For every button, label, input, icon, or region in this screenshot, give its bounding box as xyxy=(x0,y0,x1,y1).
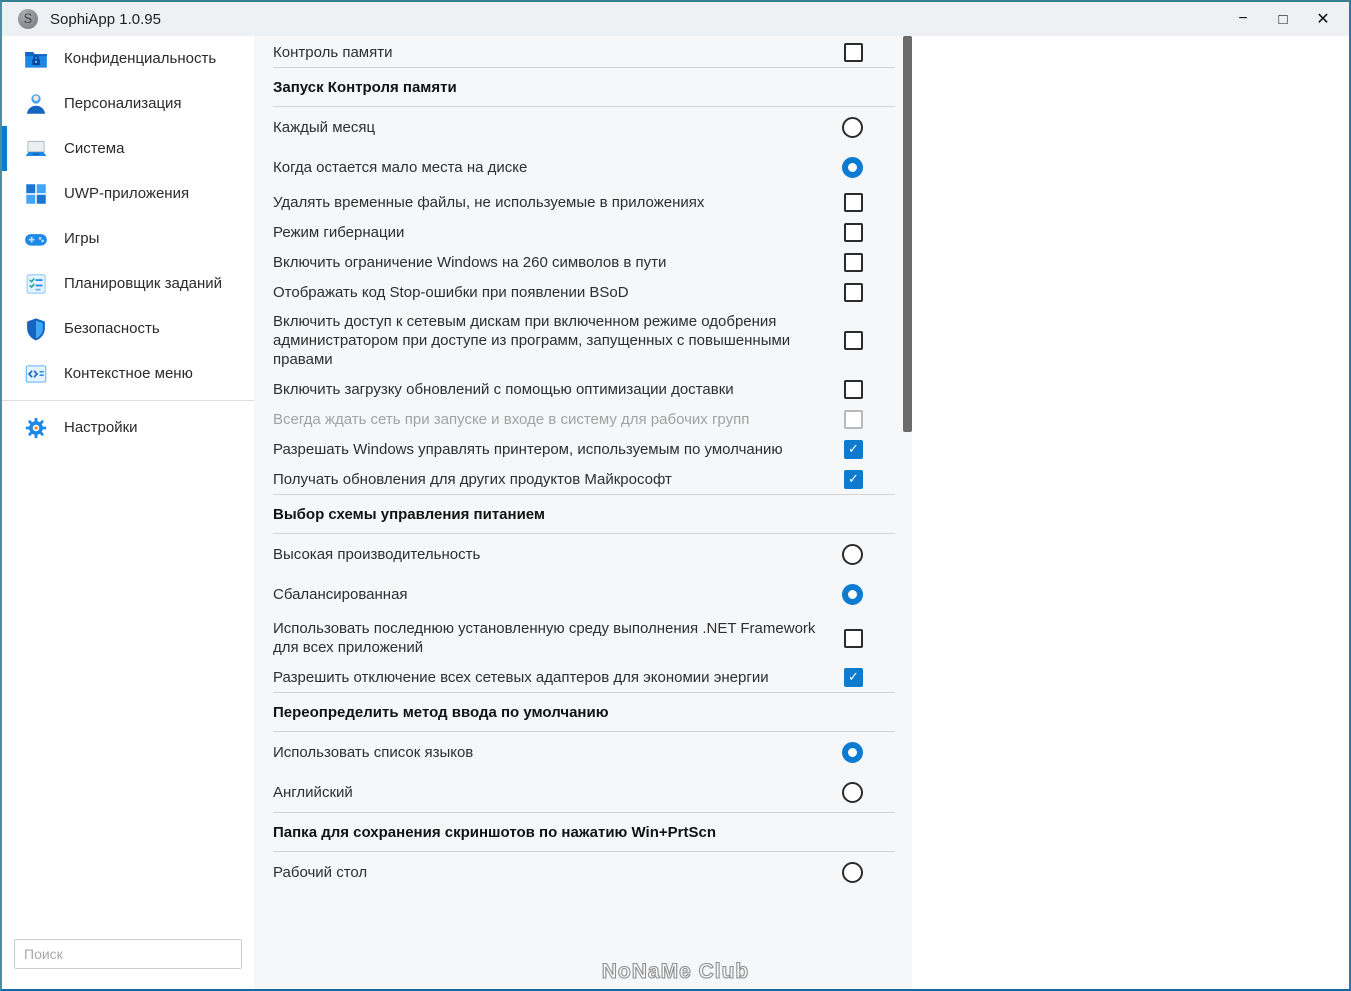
task-list-icon xyxy=(23,271,49,297)
setting-label: Сбалансированная xyxy=(273,585,408,603)
app-tiles-icon xyxy=(23,181,49,207)
checkbox[interactable] xyxy=(844,283,863,302)
titlebar xyxy=(2,2,1349,36)
setting-row xyxy=(273,277,895,307)
sidebar-item-games[interactable] xyxy=(2,216,254,261)
setting-label: Режим гибернации xyxy=(273,223,405,241)
radio-button[interactable] xyxy=(842,117,863,138)
setting-label: Разрешить отключение всех сетевых адаптеров для экономии энергии xyxy=(273,668,769,686)
setting-label: Включить загрузку обновлений с помощью оптимизации доставки xyxy=(273,380,734,398)
gamepad-icon xyxy=(23,226,49,252)
window-controls xyxy=(1223,4,1343,34)
radio-button[interactable] xyxy=(842,862,863,883)
checkbox[interactable] xyxy=(844,629,863,648)
sidebar-item-label: Персонализация xyxy=(64,95,182,112)
setting-label: Каждый месяц xyxy=(273,118,376,136)
laptop-icon xyxy=(23,136,49,162)
setting-label: Использовать список языков xyxy=(273,743,474,761)
gear-icon xyxy=(23,415,49,441)
setting-row xyxy=(273,107,895,147)
setting-row xyxy=(273,217,895,247)
section-header-label: Папка для сохранения скриншотов по нажатию Win+PrtScn xyxy=(273,823,716,841)
setting-label: Рабочий стол xyxy=(273,863,368,881)
close-button[interactable]: ✕ xyxy=(1316,11,1330,28)
shield-icon xyxy=(23,316,49,342)
checkbox[interactable] xyxy=(844,193,863,212)
sidebar-item-label: Планировщик заданий xyxy=(64,275,222,292)
sidebar-item-uwp[interactable] xyxy=(2,171,254,216)
section-header-label: Запуск Контроля памяти xyxy=(273,78,457,96)
setting-row xyxy=(273,732,895,772)
radio-button[interactable] xyxy=(842,157,863,178)
setting-label: Отображать код Stop-ошибки при появлении BSoD xyxy=(273,283,629,301)
setting-row xyxy=(273,852,895,892)
sidebar-nav xyxy=(2,36,254,450)
sidebar-separator xyxy=(2,400,254,401)
setting-label: Английский xyxy=(273,783,353,801)
sidebar-item-label: Система xyxy=(64,140,125,157)
app-title: SophiApp 1.0.95 xyxy=(50,10,161,28)
setting-label: Контроль памяти xyxy=(273,43,393,61)
setting-row xyxy=(273,434,895,464)
context-menu-icon xyxy=(23,361,49,387)
sidebar-item-label: Безопасность xyxy=(64,320,160,337)
checkbox[interactable]: ✓ xyxy=(844,440,863,459)
radio-button[interactable] xyxy=(842,584,863,605)
checkbox[interactable]: ✓ xyxy=(844,470,863,489)
setting-row xyxy=(273,464,895,494)
checkbox[interactable] xyxy=(844,43,863,62)
sidebar-item-settings[interactable] xyxy=(2,405,254,450)
setting-label: Включить доступ к сетевым дискам при включенном режиме одобрения администратором при доступе из программ, запущенных с повышенными правами xyxy=(273,313,791,368)
folder-lock-icon xyxy=(23,46,49,72)
setting-row xyxy=(273,662,895,692)
setting-row xyxy=(273,187,895,217)
setting-label: Использовать последнюю установленную среду выполнения .NET Framework для всех приложений xyxy=(273,620,816,656)
section-header xyxy=(273,812,895,852)
app-logo-icon: S xyxy=(18,9,38,29)
setting-label: Удалять временные файлы, не используемые в приложениях xyxy=(273,193,705,211)
section-header-label: Переопределить метод ввода по умолчанию xyxy=(273,703,609,721)
setting-row xyxy=(273,404,895,434)
setting-label: Когда остается мало места на диске xyxy=(273,158,528,176)
settings-panel xyxy=(254,36,912,989)
radio-button[interactable] xyxy=(842,544,863,565)
maximize-button[interactable]: □ xyxy=(1278,10,1288,28)
checkbox[interactable]: ✓ xyxy=(844,668,863,687)
setting-label: Получать обновления для других продуктов Майкрософт xyxy=(273,470,672,488)
setting-label: Всегда ждать сеть при запуске и входе в систему для рабочих групп xyxy=(273,410,750,428)
checkbox xyxy=(844,410,863,429)
section-header xyxy=(273,692,895,732)
search-input[interactable] xyxy=(14,939,242,969)
settings-rows xyxy=(273,37,895,892)
checkbox[interactable] xyxy=(844,380,863,399)
setting-row xyxy=(273,534,895,574)
radio-button[interactable] xyxy=(842,742,863,763)
section-header xyxy=(273,67,895,107)
checkbox[interactable] xyxy=(844,253,863,272)
checkbox[interactable] xyxy=(844,331,863,350)
person-icon xyxy=(23,91,49,117)
section-header xyxy=(273,494,895,534)
minimize-button[interactable]: − xyxy=(1238,10,1248,27)
radio-button[interactable] xyxy=(842,782,863,803)
sidebar-item-label: UWP-приложения xyxy=(64,185,190,202)
app-body xyxy=(2,36,1349,989)
sidebar-item-privacy[interactable] xyxy=(2,36,254,81)
sidebar xyxy=(2,36,254,989)
setting-label: Включить ограничение Windows на 260 символов в пути xyxy=(273,253,667,271)
sidebar-item-label: Контекстное меню xyxy=(64,365,193,382)
search-container xyxy=(2,939,254,989)
sidebar-item-personalization[interactable] xyxy=(2,81,254,126)
sidebar-item-contextmenu[interactable] xyxy=(2,351,254,396)
sidebar-item-label: Настройки xyxy=(64,419,138,436)
detail-panel xyxy=(912,36,1349,989)
setting-row xyxy=(273,574,895,614)
setting-row xyxy=(273,307,895,374)
sidebar-item-label: Игры xyxy=(64,230,100,247)
sidebar-item-system[interactable] xyxy=(2,126,254,171)
setting-row xyxy=(273,614,895,662)
setting-row xyxy=(273,147,895,187)
section-header-label: Выбор схемы управления питанием xyxy=(273,505,546,523)
setting-row xyxy=(273,772,895,812)
checkbox[interactable] xyxy=(844,223,863,242)
setting-row xyxy=(273,247,895,277)
sidebar-item-label: Конфиденциальность xyxy=(64,50,217,67)
setting-label: Высокая производительность xyxy=(273,545,481,563)
setting-row xyxy=(273,374,895,404)
setting-row xyxy=(273,37,895,67)
setting-label: Разрешать Windows управлять принтером, используемым по умолчанию xyxy=(273,440,783,458)
sidebar-item-security[interactable] xyxy=(2,306,254,351)
sidebar-item-scheduler[interactable] xyxy=(2,261,254,306)
scrollbar-thumb[interactable] xyxy=(903,36,912,432)
